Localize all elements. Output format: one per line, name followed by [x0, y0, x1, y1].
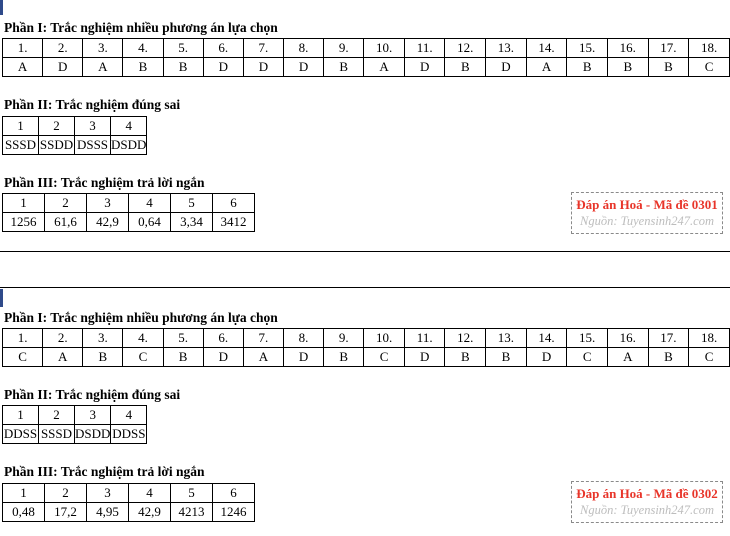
- answer-cell: D: [404, 348, 445, 367]
- sheet-divider: [0, 287, 730, 288]
- answer-cell: B: [324, 58, 364, 77]
- answer-key-box: [571, 481, 723, 523]
- part3-answer-table: [2, 483, 255, 522]
- answer-cell: A: [3, 58, 43, 77]
- answer-cell: DSDD: [111, 136, 147, 155]
- answer-cell: D: [203, 58, 243, 77]
- question-number-cell: 4: [111, 406, 147, 425]
- answer-cell: C: [123, 348, 163, 367]
- question-number-cell: 3.: [83, 39, 123, 58]
- question-number-cell: 4: [129, 484, 171, 503]
- answer-cell: B: [445, 348, 486, 367]
- answer-cell: 4,95: [87, 503, 129, 522]
- question-number-cell: 17.: [648, 329, 689, 348]
- part3-title: Phần III: Trắc nghiệm trả lời ngắn: [4, 464, 205, 479]
- answer-cell: SSDD: [39, 136, 75, 155]
- part3-answer-table: [2, 193, 255, 232]
- answer-cell: D: [283, 58, 323, 77]
- question-number-cell: 2: [39, 406, 75, 425]
- part1-answer-table: [2, 328, 730, 367]
- answer-cell: B: [648, 58, 689, 77]
- question-number-cell: 4: [111, 117, 147, 136]
- answer-cell: B: [607, 58, 648, 77]
- question-number-cell: 16.: [607, 329, 648, 348]
- question-number-cell: 11.: [404, 329, 445, 348]
- sheet-accent-bar: [0, 289, 3, 307]
- part1-title: Phần I: Trắc nghiệm nhiều phương án lựa chọn: [4, 310, 278, 325]
- answer-cell: C: [364, 348, 405, 367]
- answer-cell: B: [163, 348, 203, 367]
- sheet-accent-bar: [0, 0, 3, 15]
- part1-answer-table: [2, 38, 730, 77]
- answer-cell: A: [43, 348, 83, 367]
- answer-cell: DDSS: [3, 425, 39, 444]
- answer-cell: B: [123, 58, 163, 77]
- question-number-cell: 15.: [567, 329, 608, 348]
- answer-cell: 3,34: [171, 213, 213, 232]
- answer-cell: SSSD: [3, 136, 39, 155]
- answer-cell: D: [203, 348, 243, 367]
- answer-cell: A: [364, 58, 405, 77]
- answer-cell: 42,9: [87, 213, 129, 232]
- question-number-cell: 6.: [203, 39, 243, 58]
- answer-cell: D: [486, 58, 527, 77]
- source-watermark: Nguồn: Tuyensinh247.com: [579, 503, 715, 517]
- question-number-cell: 13.: [486, 329, 527, 348]
- question-number-cell: 3: [87, 484, 129, 503]
- answer-cell: B: [486, 348, 527, 367]
- answer-cell: C: [3, 348, 43, 367]
- header-row: [3, 117, 147, 136]
- answer-cell: 0,48: [3, 503, 45, 522]
- answer-cell: 42,9: [129, 503, 171, 522]
- header-row: [3, 329, 730, 348]
- question-number-cell: 1.: [3, 329, 43, 348]
- header-row: [3, 194, 255, 213]
- part2-title: Phần II: Trắc nghiệm đúng sai: [4, 387, 181, 402]
- question-number-cell: 6: [213, 484, 255, 503]
- question-number-cell: 7.: [243, 39, 283, 58]
- answer-cell: DSDD: [75, 425, 111, 444]
- question-number-cell: 14.: [526, 39, 567, 58]
- answer-cell: A: [526, 58, 567, 77]
- answer-cell: B: [83, 348, 123, 367]
- answer-cell: 0,64: [129, 213, 171, 232]
- question-number-cell: 5: [171, 484, 213, 503]
- answer-cell: 3412: [213, 213, 255, 232]
- answer-cell: C: [689, 58, 730, 77]
- question-number-cell: 1: [3, 484, 45, 503]
- sheet-divider: [0, 251, 730, 252]
- answer-cell: SSSD: [39, 425, 75, 444]
- question-number-cell: 13.: [486, 39, 527, 58]
- question-number-cell: 10.: [364, 329, 405, 348]
- answer-cell: 1246: [213, 503, 255, 522]
- question-number-cell: 14.: [526, 329, 567, 348]
- question-number-cell: 5.: [163, 39, 203, 58]
- question-number-cell: 6.: [203, 329, 243, 348]
- answer-cell: 1256: [3, 213, 45, 232]
- answer-key-title: Đáp án Hoá - Mã đề 0302: [576, 486, 718, 501]
- header-row: [3, 484, 255, 503]
- answer-key-box: [571, 192, 723, 234]
- part2-title: Phần II: Trắc nghiệm đúng sai: [4, 97, 181, 112]
- answer-cell: 4213: [171, 503, 213, 522]
- question-number-cell: 8.: [283, 39, 323, 58]
- question-number-cell: 6: [213, 194, 255, 213]
- answer-row: [3, 136, 147, 155]
- answer-cell: D: [283, 348, 323, 367]
- question-number-cell: 12.: [445, 329, 486, 348]
- answer-cell: D: [243, 58, 283, 77]
- question-number-cell: 9.: [324, 39, 364, 58]
- part3-title: Phần III: Trắc nghiệm trả lời ngắn: [4, 175, 205, 190]
- question-number-cell: 8.: [283, 329, 323, 348]
- answer-cell: A: [243, 348, 283, 367]
- question-number-cell: 1.: [3, 39, 43, 58]
- question-number-cell: 4.: [123, 329, 163, 348]
- answer-row: [3, 213, 255, 232]
- answer-cell: B: [648, 348, 689, 367]
- question-number-cell: 7.: [243, 329, 283, 348]
- question-number-cell: 2: [45, 194, 87, 213]
- answer-cell: C: [689, 348, 730, 367]
- question-number-cell: 5: [171, 194, 213, 213]
- part2-answer-table: [2, 405, 147, 444]
- question-number-cell: 3: [75, 406, 111, 425]
- answer-cell: D: [43, 58, 83, 77]
- question-number-cell: 1: [3, 194, 45, 213]
- answer-cell: B: [445, 58, 486, 77]
- header-row: [3, 406, 147, 425]
- answer-cell: B: [567, 58, 608, 77]
- answer-cell: D: [526, 348, 567, 367]
- question-number-cell: 2: [39, 117, 75, 136]
- answer-cell: 17,2: [45, 503, 87, 522]
- part2-answer-table: [2, 116, 147, 155]
- answer-cell: 61,6: [45, 213, 87, 232]
- question-number-cell: 3: [87, 194, 129, 213]
- question-number-cell: 10.: [364, 39, 405, 58]
- answer-cell: C: [567, 348, 608, 367]
- answer-key-title: Đáp án Hoá - Mã đề 0301: [576, 197, 718, 212]
- part1-title: Phần I: Trắc nghiệm nhiều phương án lựa chọn: [4, 20, 278, 35]
- answer-cell: DSSS: [75, 136, 111, 155]
- question-number-cell: 12.: [445, 39, 486, 58]
- question-number-cell: 16.: [607, 39, 648, 58]
- answer-row: [3, 503, 255, 522]
- answer-cell: DDSS: [111, 425, 147, 444]
- question-number-cell: 2.: [43, 329, 83, 348]
- answer-row: [3, 58, 730, 77]
- answer-row: [3, 425, 147, 444]
- answer-cell: B: [324, 348, 364, 367]
- question-number-cell: 1: [3, 117, 39, 136]
- question-number-cell: 4.: [123, 39, 163, 58]
- answer-cell: A: [83, 58, 123, 77]
- question-number-cell: 18.: [689, 39, 730, 58]
- question-number-cell: 1: [3, 406, 39, 425]
- source-watermark: Nguồn: Tuyensinh247.com: [579, 214, 715, 228]
- answer-cell: B: [163, 58, 203, 77]
- question-number-cell: 3: [75, 117, 111, 136]
- question-number-cell: 18.: [689, 329, 730, 348]
- question-number-cell: 15.: [567, 39, 608, 58]
- answer-row: [3, 348, 730, 367]
- question-number-cell: 9.: [324, 329, 364, 348]
- answer-cell: D: [404, 58, 445, 77]
- question-number-cell: 17.: [648, 39, 689, 58]
- question-number-cell: 2.: [43, 39, 83, 58]
- header-row: [3, 39, 730, 58]
- question-number-cell: 3.: [83, 329, 123, 348]
- answer-cell: A: [607, 348, 648, 367]
- question-number-cell: 4: [129, 194, 171, 213]
- question-number-cell: 11.: [404, 39, 445, 58]
- question-number-cell: 2: [45, 484, 87, 503]
- question-number-cell: 5.: [163, 329, 203, 348]
